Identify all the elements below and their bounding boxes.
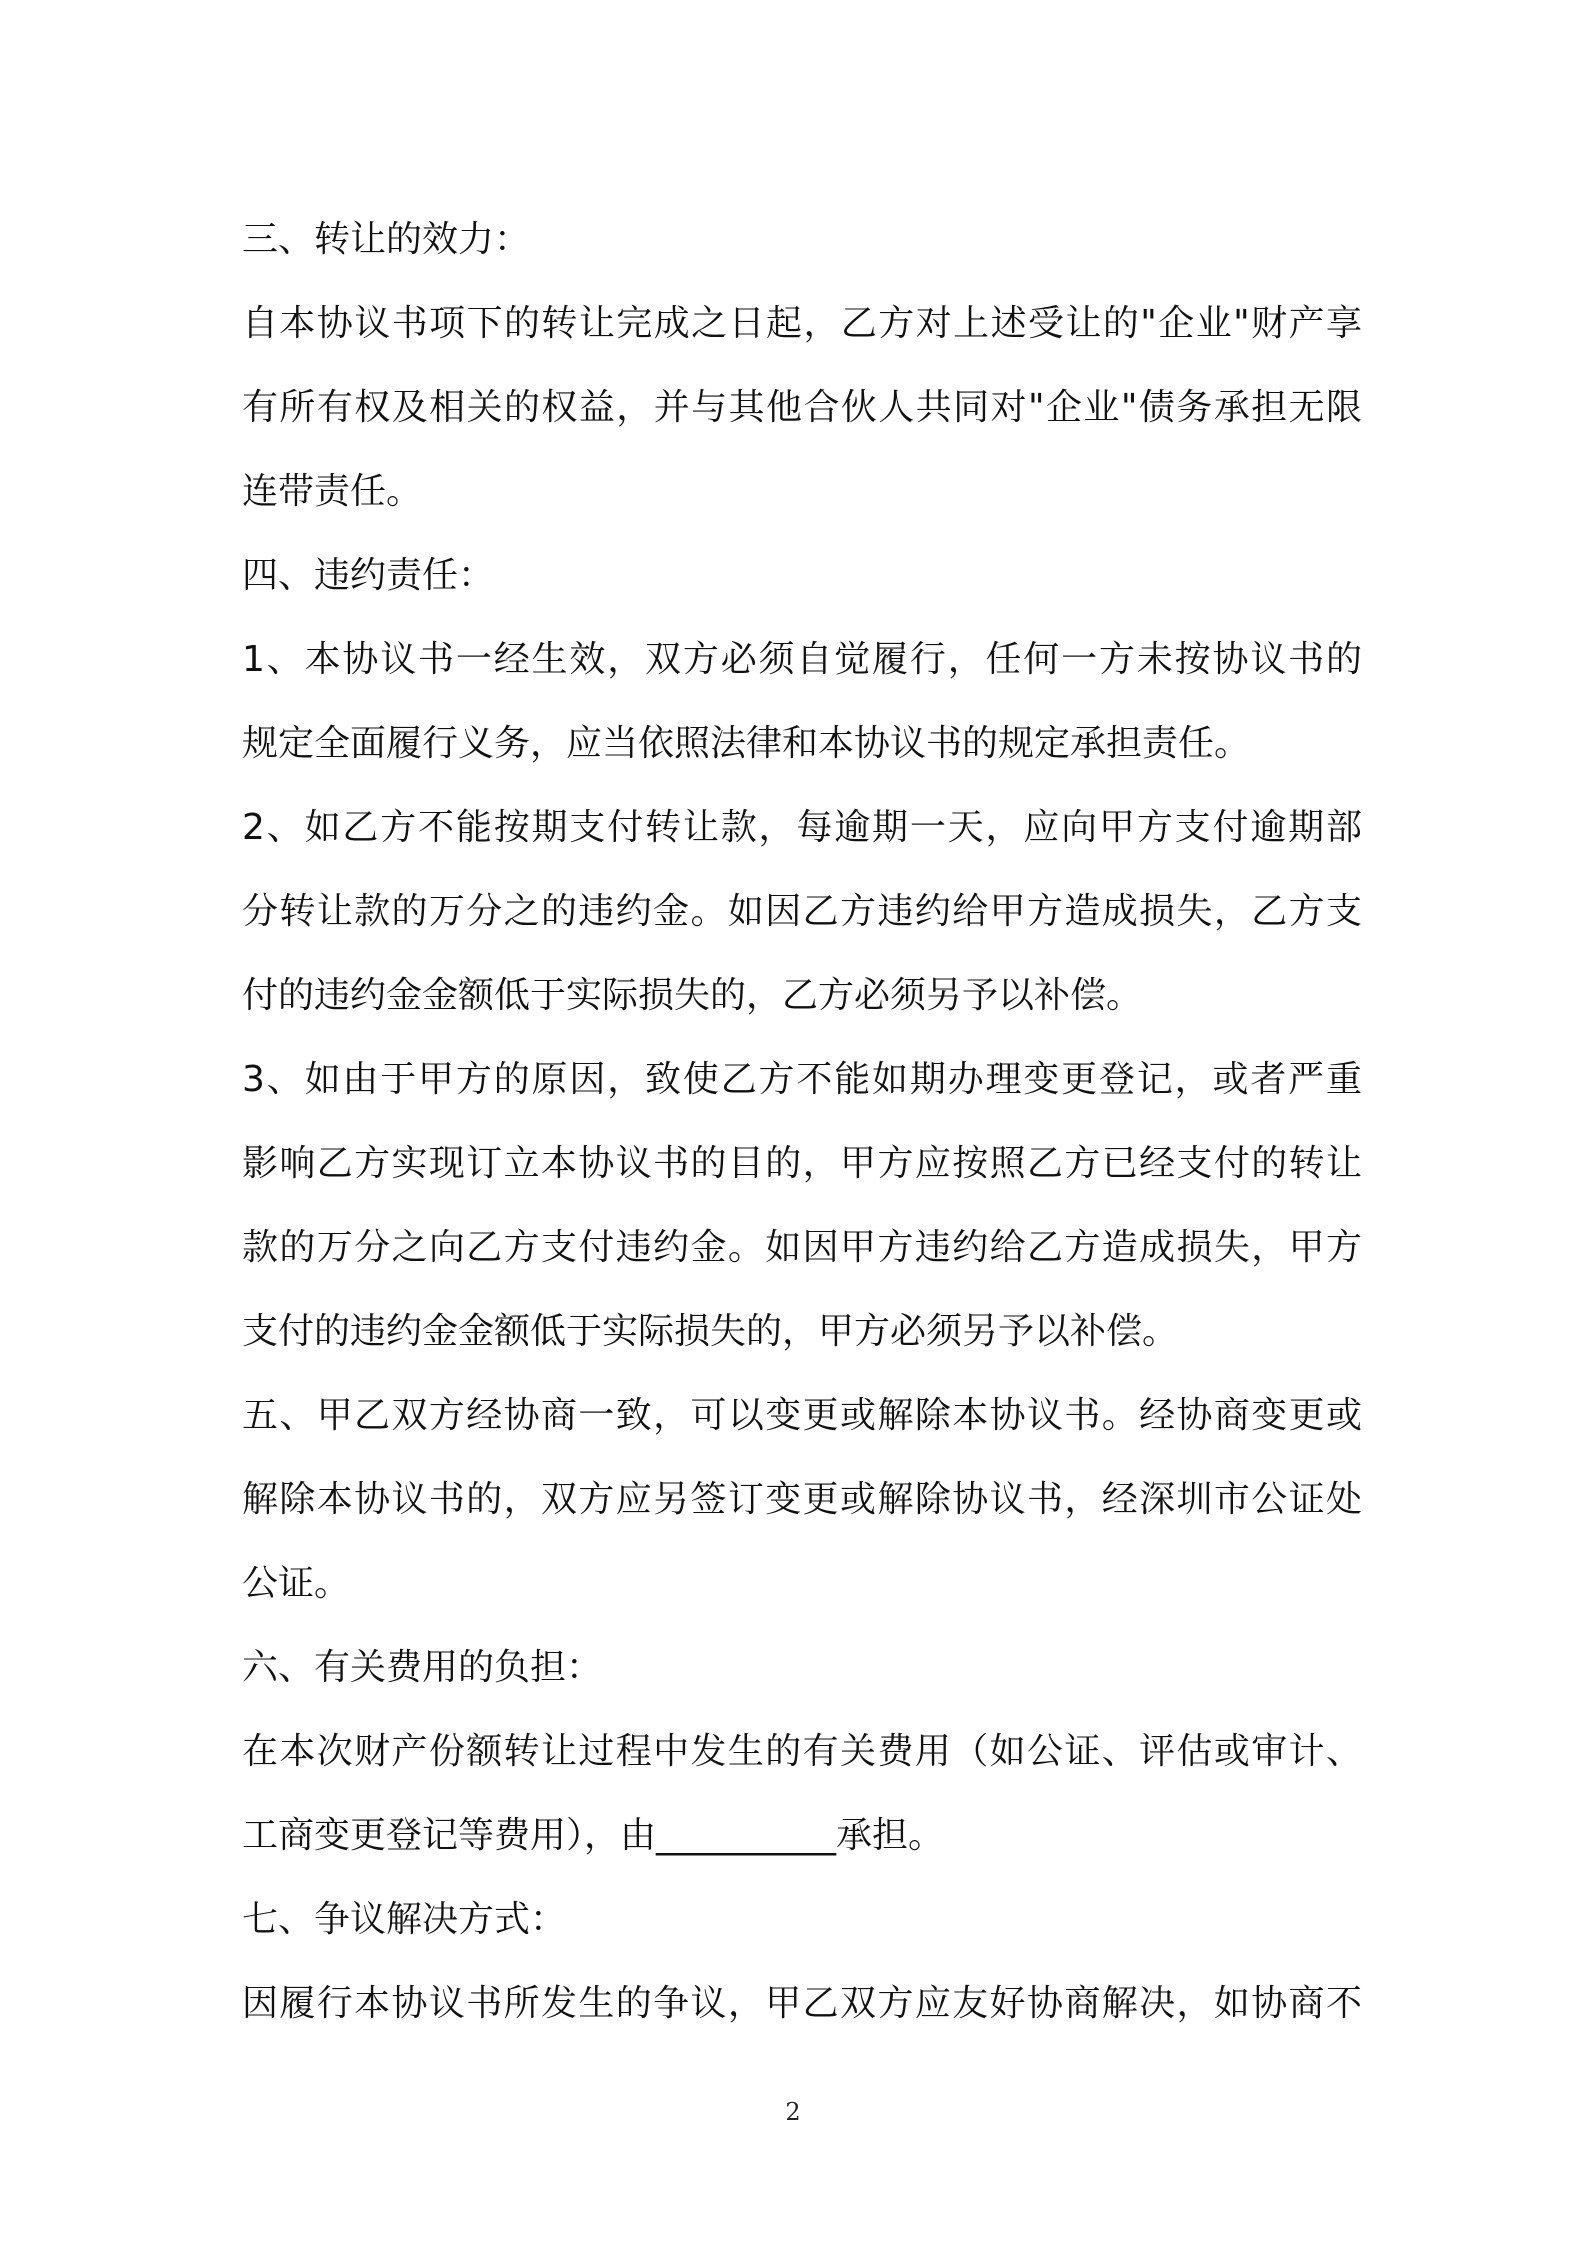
- document-body: [242, 198, 1362, 2046]
- paragraph-line: 影响乙方实现订立本协议书的目的，甲方应按照乙方已经支付的转让: [242, 1143, 1362, 1184]
- paragraph-line: 款的万分之向乙方支付违约金。如因甲方违约给乙方造成损失，甲方: [242, 1227, 1362, 1268]
- paragraph-line: 规定全面履行义务，应当依照法律和本协议书的规定承担责任。: [242, 723, 1251, 764]
- paragraph-line: 连带责任。: [242, 471, 423, 512]
- paragraph-line: 解除本协议书的，双方应另签订变更或解除协议书，经深圳市公证处: [242, 1479, 1362, 1520]
- paragraph-line: 有所有权及相关的权益，并与其他合伙人共同对"企业"债务承担无限: [242, 387, 1362, 428]
- paragraph-line: 分转让款的万分之的违约金。如因乙方违约给甲方造成损失，乙方支: [242, 891, 1362, 932]
- paragraph-line: 自本协议书项下的转让完成之日起，乙方对上述受让的"企业"财产享: [242, 303, 1362, 344]
- section-heading-dispute-resolution: 七、争议解决方式：: [242, 1899, 567, 1940]
- paragraph-line: 公证。: [242, 1563, 351, 1604]
- section-heading-transfer-effect: 三、转让的效力：: [242, 219, 531, 260]
- paragraph-line: 五、甲乙双方经协商一致，可以变更或解除本协议书。经协商变更或: [242, 1395, 1362, 1436]
- paragraph-line: 因履行本协议书所发生的争议，甲乙双方应友好协商解决，如协商不: [242, 1983, 1362, 2024]
- paragraph-line: 付的违约金金额低于实际损失的，乙方必须另予以补偿。: [242, 975, 1143, 1016]
- paragraph-line-fee-blank: 工商变更登记等费用），由__________承担。: [242, 1815, 945, 1856]
- paragraph-line: 3、如由于甲方的原因，致使乙方不能如期办理变更登记，或者严重: [242, 1059, 1362, 1100]
- paragraph-line: 在本次财产份额转让过程中发生的有关费用（如公证、评估或审计、: [242, 1731, 1362, 1772]
- section-heading-fees: 六、有关费用的负担：: [242, 1647, 603, 1688]
- paragraph-line: 1、本协议书一经生效，双方必须自觉履行，任何一方未按协议书的: [242, 639, 1362, 680]
- paragraph-line: 2、如乙方不能按期支付转让款，每逾期一天，应向甲方支付逾期部: [242, 807, 1362, 848]
- page-number: 2: [785, 2098, 801, 2126]
- paragraph-line: 支付的违约金金额低于实际损失的，甲方必须另予以补偿。: [242, 1311, 1179, 1352]
- section-heading-breach-liability: 四、违约责任：: [242, 555, 495, 596]
